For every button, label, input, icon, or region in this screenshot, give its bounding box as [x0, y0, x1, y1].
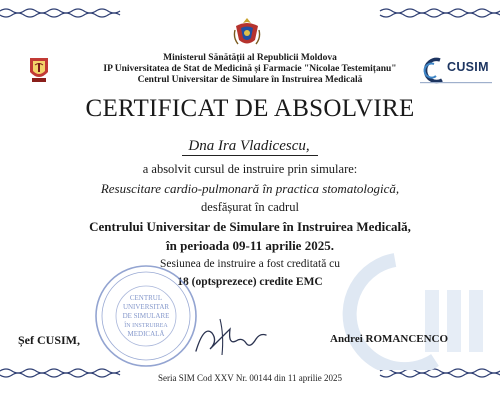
course-line: a absolvit cursul de instruire prin simulare: — [142, 162, 358, 176]
coat-of-arms-icon — [233, 16, 261, 50]
svg-text:MEDICALĂ: MEDICALĂ — [127, 330, 165, 338]
session-line: Sesiunea de instruire a fost creditată cu — [159, 258, 341, 270]
recipient-row — [0, 137, 500, 156]
handwritten-signature — [190, 315, 270, 359]
course-period: în perioada 09-11 aprilie 2025. — [166, 238, 334, 253]
certificate-title: CERTIFICAT DE ABSOLVIRE — [85, 95, 415, 122]
held-in-line: desfășurat în cadrul — [201, 200, 299, 214]
center-name: Centrului Universitar de Simulare în Instruirea Medicală, — [89, 219, 411, 234]
signature-label-left: Șef CUSIM, — [18, 333, 80, 347]
svg-text:CENTRUL: CENTRUL — [129, 294, 163, 302]
official-seal-stamp — [92, 262, 200, 370]
certificate-serial: Seria SIM Cod XXV Nr. 00144 din 11 aprilie 2025 — [158, 373, 342, 383]
signatory-name: Andrei ROMANCENCO — [330, 333, 449, 345]
svg-text:DE SIMULARE: DE SIMULARE — [122, 312, 170, 320]
ministry-line: Ministerul Sănătății al Republicii Moldova — [163, 53, 337, 63]
svg-text:ÎN INSTRUIREA: ÎN INSTRUIREA — [124, 323, 168, 329]
course-topic: Resuscitare cardio-pulmonară în practica stomatologică, — [100, 181, 400, 196]
cusim-brand: CUSIM — [447, 60, 489, 74]
university-line: IP Universitatea de Stat de Medicină și Farmacie "Nicolae Testemițanu" — [103, 64, 397, 74]
recipient-name: Dna Ira Vladicescu, — [182, 137, 317, 156]
credits-line: 18 (optsprezece) credite EMC — [177, 276, 323, 288]
center-line: Centrul Universitar de Simulare în Instruirea Medicală — [137, 75, 363, 85]
certificate-body — [0, 160, 500, 291]
institution-header — [0, 53, 500, 86]
svg-text:UNIVERSITAR: UNIVERSITAR — [122, 303, 170, 311]
